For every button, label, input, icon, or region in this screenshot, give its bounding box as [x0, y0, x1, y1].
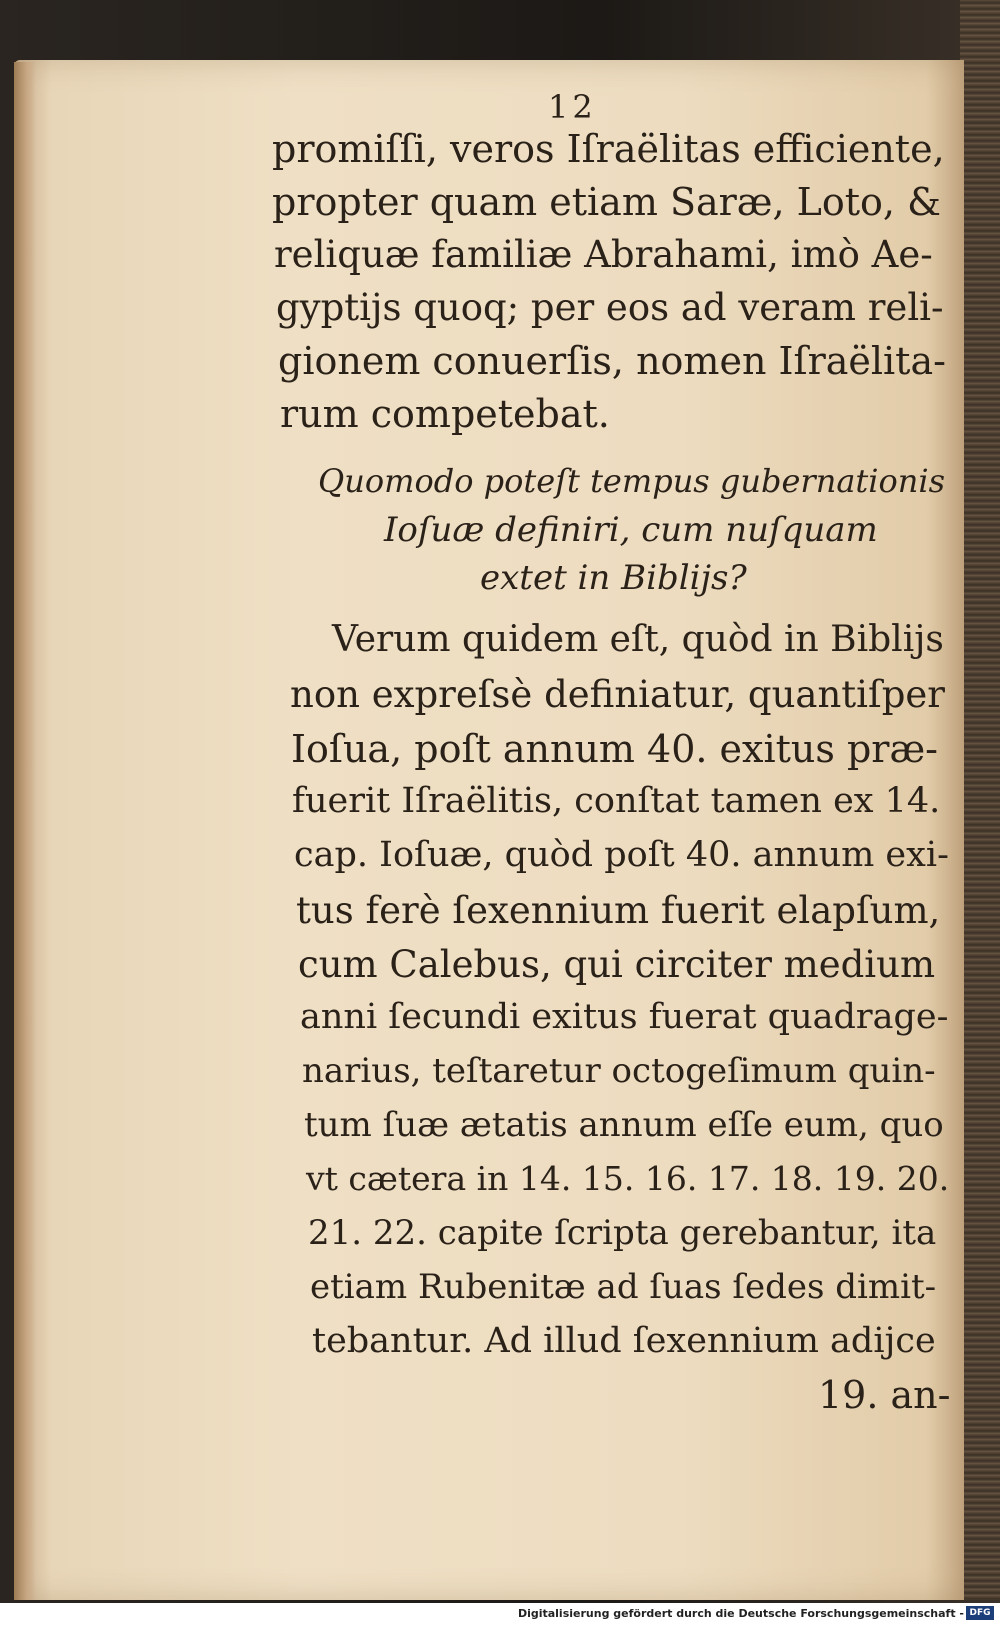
text-line: gionem conuerſis, nomen Iſraëlita-: [278, 339, 946, 383]
page-number: 12: [548, 88, 597, 126]
footer-credit: Digitalisierung gefördert durch die Deutsche Forschungsgemeinschaft -: [517, 1607, 964, 1620]
text-line: vt cætera in 14. 15. 16. 17. 18. 19. 20.: [306, 1159, 950, 1198]
text-line: non expreſsè definiatur, quantiſper: [290, 673, 945, 716]
question-line: extet in Biblijs?: [480, 558, 747, 598]
dfg-logo: DFG: [966, 1606, 994, 1620]
page-gutter-shadow: [14, 62, 36, 1600]
question-line: Ioſuæ definiri, cum nuſquam: [384, 510, 878, 550]
catchword: 19. an-: [818, 1373, 951, 1417]
text-line: tebantur. Ad illud ſexennium adijce: [312, 1321, 936, 1361]
text-line: gyptijs quoq; per eos ad veram reli-: [276, 286, 944, 329]
text-line: cum Calebus, qui circiter medium: [298, 943, 936, 986]
text-line: fuerit Iſraëlitis, conſtat tamen ex 14.: [292, 781, 941, 821]
text-line: 21. 22. capite ſcripta gerebantur, ita: [308, 1213, 937, 1253]
text-line: tus ferè ſexennium fuerit elapſum,: [296, 889, 941, 932]
text-line: Ioſua, poſt annum 40. exitus præ-: [291, 727, 939, 771]
text-line: anni ſecundi exitus fuerat quadrage-: [300, 997, 949, 1037]
text-line: tum ſuæ ætatis annum eſſe eum, quo: [304, 1105, 944, 1145]
question-line: Quomodo poteſt tempus gubernationis: [318, 462, 946, 500]
book-edge: [960, 0, 1000, 1600]
text-line: promiſſi, veros Iſraëlitas efficiente,: [272, 127, 945, 171]
text-line: etiam Rubenitæ ad ſuas ſedes dimit-: [310, 1267, 937, 1307]
text-line: Verum quidem eſt, quòd in Biblijs: [332, 619, 944, 660]
text-line: rum competebat.: [280, 392, 610, 436]
text-line: cap. Ioſuæ, quòd poſt 40. annum exi-: [294, 835, 949, 875]
text-line: narius, teſtaretur octogeſimum quin-: [302, 1051, 936, 1091]
text-line: propter quam etiam Saræ, Loto, &: [272, 180, 941, 224]
text-line: reliquæ familiæ Abrahami, imò Ae-: [274, 233, 933, 276]
